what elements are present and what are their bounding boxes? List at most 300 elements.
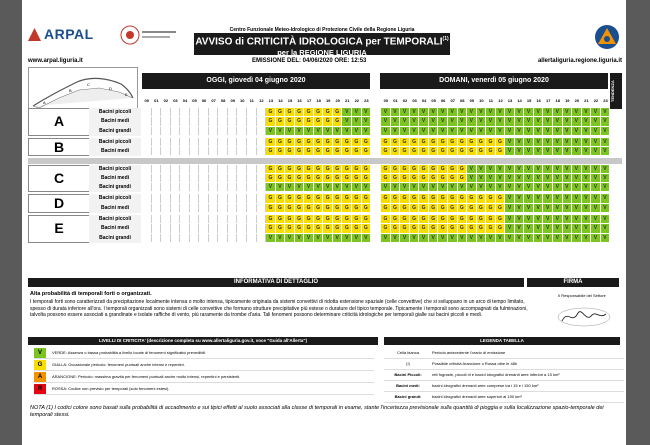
criticality-cell: V (352, 117, 362, 125)
criticality-cell: G (448, 215, 458, 223)
criticality-cell: V (486, 174, 496, 182)
criticality-cell (171, 127, 181, 135)
criticality-cell: G (477, 204, 487, 212)
criticality-cell: V (534, 183, 544, 191)
criticality-cell: V (438, 127, 448, 135)
criticality-cell (171, 224, 181, 232)
criticality-cell (171, 138, 181, 146)
criticality-cell: G (477, 215, 487, 223)
criticality-cell: G (448, 147, 458, 155)
criticality-cell: V (505, 108, 515, 116)
criticality-cell (257, 204, 267, 212)
criticality-cell: G (295, 194, 305, 202)
criticality-cell (199, 215, 209, 223)
criticality-cell: V (515, 147, 525, 155)
criticality-cell: V (515, 117, 525, 125)
hour-label: 11 (249, 98, 254, 103)
criticality-cell: V (342, 127, 352, 135)
criticality-cell: G (285, 174, 295, 182)
criticality-cell: V (553, 234, 563, 242)
criticality-cell: G (477, 224, 487, 232)
criticality-cell: G (362, 194, 372, 202)
criticality-cell: V (381, 108, 391, 116)
criticality-cell: V (323, 234, 333, 242)
level-item (34, 359, 374, 371)
criticality-cell: G (323, 138, 333, 146)
criticality-cell: G (352, 204, 362, 212)
criticality-cell: V (419, 127, 429, 135)
criticality-cell: G (276, 138, 286, 146)
criticality-cell: G (352, 194, 362, 202)
legend-value: bacini idrografici drenanti aree superiori ai 150 km² (432, 394, 522, 399)
criticality-cell (257, 234, 267, 242)
criticality-cell (237, 204, 247, 212)
criticality-cell (190, 234, 200, 242)
criticality-cell: G (438, 204, 448, 212)
criticality-cell: V (496, 108, 506, 116)
criticality-cell: V (591, 108, 601, 116)
criticality-cell (218, 183, 228, 191)
hour-label: 10 (479, 98, 484, 103)
criticality-cell: V (362, 127, 372, 135)
criticality-cell: G (410, 204, 420, 212)
criticality-cell: G (486, 204, 496, 212)
criticality-cell: V (582, 108, 592, 116)
criticality-cell: V (553, 138, 563, 146)
criticality-cell: G (295, 108, 305, 116)
criticality-cell (171, 215, 181, 223)
criticality-cell: V (505, 183, 515, 191)
criticality-row (142, 234, 610, 242)
criticality-cell: G (381, 194, 391, 202)
criticality-cell: G (333, 224, 343, 232)
zone-letter: B (28, 138, 90, 157)
criticality-cell (247, 183, 257, 191)
criticality-cell: G (304, 174, 314, 182)
criticality-cell: V (391, 108, 401, 116)
detail-title: Alta probabilità di temporali forti o organizzati. (30, 291, 152, 297)
criticality-cell: V (295, 183, 305, 191)
hour-label: 03 (412, 98, 417, 103)
criticality-cell (142, 127, 152, 135)
criticality-cell (199, 234, 209, 242)
criticality-cell: G (410, 224, 420, 232)
criticality-cell: V (486, 183, 496, 191)
criticality-cell: V (467, 234, 477, 242)
criticality-cell: V (477, 108, 487, 116)
day-tomorrow-header: DOMANI, venerdì 05 giugno 2020 (380, 73, 608, 89)
criticality-cell: G (458, 215, 468, 223)
criticality-cell: V (515, 183, 525, 191)
zone-letter: C (28, 165, 90, 193)
hour-label: 22 (354, 98, 360, 103)
criticality-cell (171, 108, 181, 116)
criticality-cell: V (524, 117, 534, 125)
criticality-cell: G (285, 194, 295, 202)
hour-label: 00 (144, 98, 149, 103)
criticality-cell: G (458, 138, 468, 146)
criticality-cell: G (381, 165, 391, 173)
criticality-cell: V (553, 204, 563, 212)
criticality-cell: G (458, 194, 468, 202)
criticality-cell (257, 165, 267, 173)
criticality-cell: V (572, 204, 582, 212)
criticality-cell: G (362, 215, 372, 223)
criticality-row (142, 165, 610, 173)
criticality-cell: V (543, 234, 553, 242)
hour-label: 02 (163, 98, 169, 103)
criticality-cell: G (362, 174, 372, 182)
criticality-cell: G (323, 165, 333, 173)
criticality-cell: V (553, 108, 563, 116)
criticality-cell: V (458, 234, 468, 242)
criticality-cell: V (448, 117, 458, 125)
criticality-cell: V (591, 147, 601, 155)
criticality-cell: G (496, 224, 506, 232)
criticality-cell: G (304, 165, 314, 173)
criticality-cell (218, 138, 228, 146)
criticality-cell: G (429, 165, 439, 173)
criticality-cell (209, 108, 219, 116)
criticality-cell (237, 165, 247, 173)
hour-label: 14 (278, 98, 283, 103)
criticality-cell: G (486, 215, 496, 223)
criticality-cell: V (295, 127, 305, 135)
criticality-cell (199, 174, 209, 182)
criticality-cell: G (276, 117, 286, 125)
criticality-cell (142, 204, 152, 212)
criticality-cell: G (486, 194, 496, 202)
criticality-cell: G (304, 224, 314, 232)
criticality-row (142, 138, 610, 146)
criticality-cell: V (553, 174, 563, 182)
criticality-cell: V (429, 108, 439, 116)
criticality-cell: G (400, 147, 410, 155)
criticality-cell (199, 147, 209, 155)
hour-label: 23 (364, 98, 369, 103)
criticality-cell: V (534, 174, 544, 182)
criticality-cell (199, 127, 209, 135)
criticality-cell: G (362, 165, 372, 173)
criticality-cell (228, 215, 238, 223)
criticality-cell: V (486, 127, 496, 135)
criticality-cell (199, 204, 209, 212)
criticality-cell (247, 234, 257, 242)
criticality-cell: G (285, 224, 295, 232)
criticality-cell: V (285, 127, 295, 135)
criticality-cell: V (266, 183, 276, 191)
arpal-url[interactable]: www.arpal.liguria.it (28, 58, 83, 64)
criticality-cell: V (391, 117, 401, 125)
hour-label: 21 (584, 98, 589, 103)
criticality-cell: V (591, 174, 601, 182)
criticality-cell: V (572, 174, 582, 182)
criticality-cell: V (448, 183, 458, 191)
criticality-cell (218, 234, 228, 242)
criticality-cell (180, 215, 190, 223)
criticality-cell: G (266, 174, 276, 182)
criticality-cell: G (419, 194, 429, 202)
criticality-row (142, 183, 610, 191)
criticality-cell: V (572, 234, 582, 242)
criticality-cell: V (467, 117, 477, 125)
criticality-cell (190, 147, 200, 155)
criticality-cell: G (276, 108, 286, 116)
hour-label: 01 (393, 98, 398, 103)
hour-label: 06 (440, 98, 446, 103)
criticality-cell (247, 224, 257, 232)
criticality-cell: V (582, 224, 592, 232)
criticality-cell: G (333, 174, 343, 182)
criticality-cell: V (563, 127, 573, 135)
criticality-cell: G (429, 147, 439, 155)
criticality-cell: G (352, 138, 362, 146)
tendenza-label: TENDENZA (610, 73, 622, 109)
criticality-cell (190, 165, 200, 173)
criticality-cell: V (563, 147, 573, 155)
zone-letter: A (28, 108, 90, 136)
criticality-cell: V (477, 174, 487, 182)
hour-label: 08 (220, 98, 226, 103)
criticality-cell (209, 194, 219, 202)
criticality-cell: G (486, 224, 496, 232)
criticality-cell: V (591, 165, 601, 173)
criticality-cell (257, 108, 267, 116)
criticality-cell: V (543, 138, 553, 146)
criticality-cell: V (505, 117, 515, 125)
hour-label: 07 (211, 98, 216, 103)
criticality-cell: G (400, 204, 410, 212)
level-text: ROSSA: Codice non previsto per temporali (solo fenomeni estesi). (52, 386, 170, 391)
criticality-cell: V (467, 174, 477, 182)
criticality-cell (257, 194, 267, 202)
criticality-cell: V (524, 215, 534, 223)
criticality-cell: V (543, 147, 553, 155)
criticality-cell: V (553, 127, 563, 135)
criticality-cell: G (400, 165, 410, 173)
criticality-cell: V (496, 165, 506, 173)
criticality-cell: V (582, 183, 592, 191)
criticality-cell: G (477, 194, 487, 202)
footnote: NOTA (1) I codici colore sono basati sulla probabilità di accadimento e sui tipici effetti al suolo associati alla classe di temporali in esame, stante l'incertezza previsionale sulla quantità di pioggia e sulla localizzazione spazio-temporale dei temporali stessi. (30, 405, 604, 418)
criticality-cell: G (314, 165, 324, 173)
criticality-cell: V (505, 234, 515, 242)
criticality-cell: V (266, 127, 276, 135)
criticality-cell: G (391, 215, 401, 223)
criticality-cell (171, 147, 181, 155)
criticality-cell: V (591, 117, 601, 125)
criticality-cell: G (266, 215, 276, 223)
basin-label: Bacini piccoli (89, 194, 141, 204)
criticality-cell (161, 127, 171, 135)
criticality-cell: V (563, 234, 573, 242)
criticality-cell: V (553, 194, 563, 202)
criticality-cell: G (304, 215, 314, 223)
criticality-cell: V (601, 204, 611, 212)
criticality-cell: V (601, 127, 611, 135)
hour-label: 20 (335, 98, 340, 103)
criticality-cell: V (410, 183, 420, 191)
criticality-cell: V (438, 183, 448, 191)
criticality-cell: G (410, 165, 420, 173)
criticality-cell: V (534, 165, 544, 173)
hour-label: 10 (240, 98, 245, 103)
criticality-cell: V (352, 234, 362, 242)
criticality-cell (218, 127, 228, 135)
criticality-cell: V (515, 224, 525, 232)
criticality-cell (199, 108, 209, 116)
criticality-cell (190, 138, 200, 146)
criticality-cell (161, 194, 171, 202)
basin-label: Bacini medi (89, 174, 141, 184)
level-code: V (34, 348, 46, 358)
brand-name: ARPAL (44, 26, 94, 42)
criticality-cell: G (448, 165, 458, 173)
legend-value: bacini idrografici drenanti aree comprese tra i 15 e i 150 km² (432, 383, 539, 388)
legend-value: Possibile criticità Arancione o Rossa oltre le 48h (432, 361, 518, 366)
criticality-cell (218, 174, 228, 182)
criticality-cell: G (429, 138, 439, 146)
criticality-cell: V (591, 234, 601, 242)
centro-funzionale-logo-icon (118, 22, 178, 48)
basin-label: Bacini grandi (89, 234, 141, 244)
allerta-url[interactable]: allertaliguria.regione.liguria.it (537, 58, 622, 64)
levels-header: LIVELLI DI CRITICITA' (descrizione completa su www.allertaliguria.gov.it, voce "Guida all'Allerta") (28, 337, 378, 345)
criticality-cell: V (601, 117, 611, 125)
criticality-cell: V (400, 127, 410, 135)
criticality-cell: G (333, 165, 343, 173)
criticality-cell: G (304, 194, 314, 202)
hour-label: 08 (460, 98, 465, 103)
criticality-cell: V (496, 174, 506, 182)
criticality-cell: G (381, 138, 391, 146)
criticality-cell: V (342, 183, 352, 191)
criticality-cell: V (524, 127, 534, 135)
criticality-cell: V (591, 204, 601, 212)
criticality-cell: G (419, 174, 429, 182)
criticality-cell: G (438, 138, 448, 146)
criticality-cell: G (429, 215, 439, 223)
criticality-cell: V (572, 165, 582, 173)
criticality-cell (161, 165, 171, 173)
criticality-cell: G (323, 224, 333, 232)
hour-label: 15 (287, 98, 293, 103)
criticality-cell (152, 183, 162, 191)
zone-separator (28, 158, 622, 164)
criticality-cell (199, 194, 209, 202)
criticality-cell: G (391, 138, 401, 146)
criticality-cell: G (266, 108, 276, 116)
criticality-cell: V (543, 183, 553, 191)
criticality-cell: V (563, 224, 573, 232)
criticality-cell (152, 138, 162, 146)
criticality-cell: G (304, 108, 314, 116)
legend-item (384, 391, 624, 403)
criticality-cell: G (276, 174, 286, 182)
criticality-cell: V (572, 127, 582, 135)
criticality-cell: V (572, 117, 582, 125)
criticality-cell: G (333, 108, 343, 116)
criticality-cell: G (486, 138, 496, 146)
hour-label: 15 (526, 98, 532, 103)
criticality-cell: V (591, 183, 601, 191)
criticality-cell (152, 165, 162, 173)
criticality-cell (180, 127, 190, 135)
hour-label: 13 (507, 98, 513, 103)
day-today-header: OGGI, giovedì 04 giugno 2020 (142, 73, 370, 89)
criticality-cell: G (419, 204, 429, 212)
liguria-map (28, 67, 138, 113)
criticality-cell: G (381, 204, 391, 212)
criticality-cell: V (477, 165, 487, 173)
criticality-cell (257, 138, 267, 146)
criticality-cell (190, 117, 200, 125)
criticality-cell: G (400, 194, 410, 202)
criticality-cell: V (524, 165, 534, 173)
criticality-cell: V (524, 224, 534, 232)
criticality-cell: G (458, 204, 468, 212)
criticality-cell: G (295, 215, 305, 223)
criticality-cell (190, 108, 200, 116)
criticality-cell: G (391, 165, 401, 173)
criticality-cell: G (295, 204, 305, 212)
criticality-cell: G (342, 215, 352, 223)
criticality-cell (171, 174, 181, 182)
criticality-cell: G (314, 117, 324, 125)
hour-label: 19 (565, 98, 570, 103)
criticality-cell: V (601, 194, 611, 202)
criticality-cell: V (419, 234, 429, 242)
hour-label: 07 (450, 98, 455, 103)
criticality-cell (161, 204, 171, 212)
criticality-cell: V (496, 127, 506, 135)
arpal-logo (28, 26, 94, 42)
criticality-cell: G (496, 215, 506, 223)
criticality-cell: V (524, 147, 534, 155)
criticality-cell (237, 194, 247, 202)
criticality-cell (237, 147, 247, 155)
criticality-cell: G (285, 215, 295, 223)
criticality-cell: V (352, 108, 362, 116)
criticality-cell (180, 147, 190, 155)
criticality-cell (161, 117, 171, 125)
hour-label: 17 (545, 98, 551, 103)
criticality-row (142, 127, 610, 135)
criticality-cell: V (362, 117, 372, 125)
criticality-cell: G (304, 138, 314, 146)
criticality-cell: G (438, 215, 448, 223)
criticality-cell: V (563, 138, 573, 146)
criticality-cell: G (448, 204, 458, 212)
criticality-cell: G (496, 147, 506, 155)
criticality-cell: V (458, 117, 468, 125)
criticality-cell: V (524, 194, 534, 202)
criticality-cell: V (534, 194, 544, 202)
criticality-cell: G (314, 147, 324, 155)
legend-key: Cella bianca (396, 350, 419, 355)
criticality-cell (161, 138, 171, 146)
criticality-cell (180, 117, 190, 125)
criticality-row (142, 204, 610, 212)
criticality-cell: G (477, 138, 487, 146)
criticality-cell: V (362, 183, 372, 191)
criticality-cell: G (295, 117, 305, 125)
criticality-cell: G (410, 174, 420, 182)
criticality-cell: V (496, 117, 506, 125)
criticality-row (142, 147, 610, 155)
criticality-cell: V (534, 108, 544, 116)
criticality-cell (237, 215, 247, 223)
